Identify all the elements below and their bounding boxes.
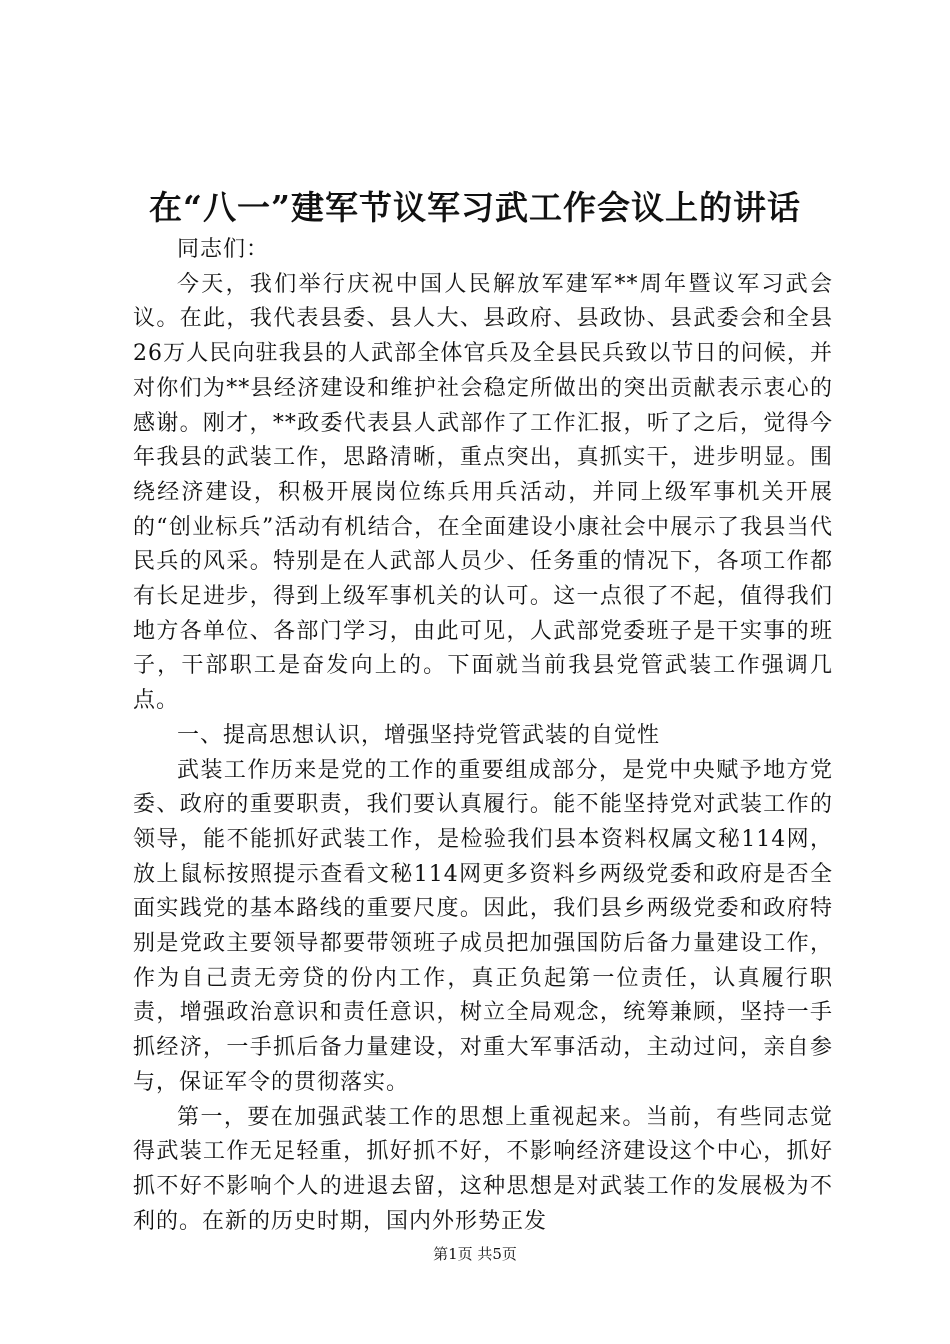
body-paragraph: 今天，我们举行庆祝中国人民解放军建军**周年暨议军习武会议。在此，我代表县委、县人大、县政府、县政协、县武委会和全县26万人民向驻我县的人武部全体官兵及全县民兵致以节日的问候，并对你们为**县经济建设和维护社会稳定所做出的突出贡献表示衷心的感谢。刚才，**政委代表县人武部作了工作汇报，听了之后，觉得今年我县的武装工作，思路清晰，重点突出，真抓实干，进步明显。围绕经济建设，积极开展岗位练兵用兵活动，并同上级军事机关开展的“创业标兵”活动有机结合，在全面建设小康社会中展示了我县当代民兵的风采。特别是在人武部人员少、任务重的情况下，各项工作都有长足进步，得到上级军事机关的认可。这一点很了不起，值得我们地方各单位、各部门学习，由此可见，人武部党委班子是干实事的班子，干部职工是奋发向上的。下面就当前我县党管武装工作强调几点。 <box>133 271 833 714</box>
body-paragraph: 武装工作历来是党的工作的重要组成部分，是党中央赋予地方党委、政府的重要职责，我们要认真履行。能不能坚持党对武装工作的领导，能不能抓好武装工作，是检验我们县本资料权属文秘114网，放上鼠标按照提示查看文秘114网更多资料乡两级党委和政府是否全面实践党的基本路线的重要尺度。因此，我们县乡两级党委和政府特别是党政主要领导都要带领班子成员把加强国防后备力量建设工作，作为自己责无旁贷的份内工作，真正负起第一位责任，认真履行职责，增强政治意识和责任意识，树立全局观念，统筹兼顾，坚持一手抓经济，一手抓后备力量建设，对重大军事活动，主动过问，亲自参与，保证军令的贯彻落实。 <box>133 757 833 1095</box>
body-paragraph: 第一，要在加强武装工作的思想上重视起来。当前，有些同志觉得武装工作无足轻重，抓好抓不好，不影响经济建设这个中心，抓好抓不好不影响个人的进退去留，这种思想是对武装工作的发展极为不利的。在新的历史时期，国内外形势正发 <box>133 1104 833 1234</box>
salutation: 同志们： <box>177 237 270 262</box>
document-body <box>133 233 833 1239</box>
page-number-footer: 第1页 共5页 <box>433 1245 517 1263</box>
document-title: 在“八一”建军节议军习武工作会议上的讲话 <box>149 188 801 227</box>
section-heading: 一、提高思想认识，增强坚持党管武装的自觉性 <box>177 722 661 748</box>
